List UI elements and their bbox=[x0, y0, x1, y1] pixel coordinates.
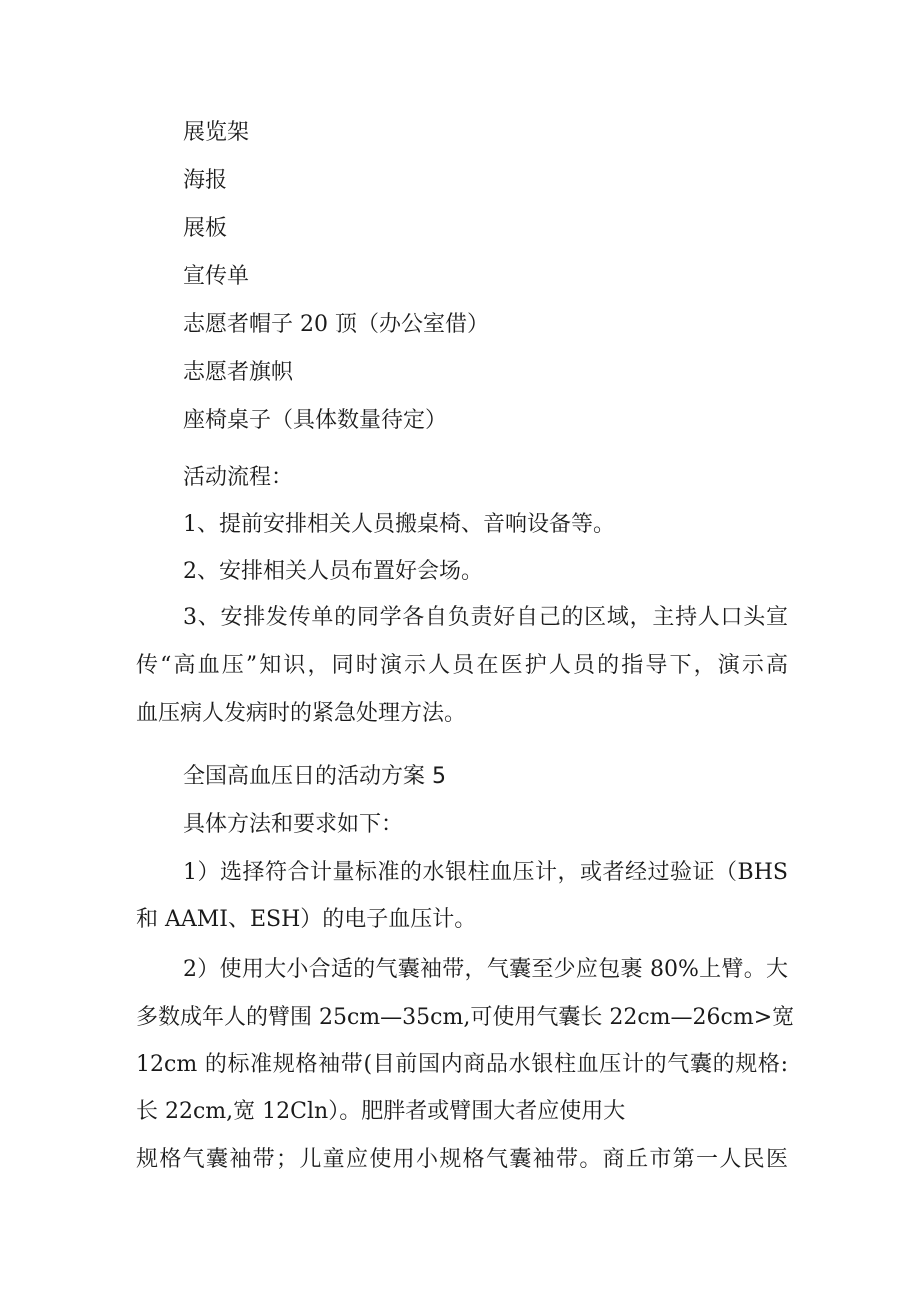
section-intro: 具体方法和要求如下： bbox=[183, 812, 404, 837]
material-item: 座椅桌子（具体数量待定） bbox=[183, 408, 448, 433]
flow-step-3-line: 传“高血压”知识，同时演示人员在医护人员的指导下，演示高 bbox=[136, 653, 788, 678]
flow-heading: 活动流程： bbox=[183, 465, 294, 490]
flow-step-3-line: 血压病人发病时的紧急处理方法。 bbox=[136, 701, 467, 726]
material-item: 展板 bbox=[183, 216, 228, 241]
item-2-line: 2）使用大小合适的气囊袖带，气囊至少应包裹 80%上臂。大 bbox=[183, 957, 788, 982]
flow-step-1: 1、提前安排相关人员搬桌椅、音响设备等。 bbox=[183, 512, 615, 537]
material-item: 志愿者帽子 20 顶（办公室借） bbox=[183, 312, 489, 337]
item-2-line: 多数成年人的臂围 25cm—35cm,可使用气囊长 22cm—26cm>宽 bbox=[136, 1005, 795, 1030]
flow-step-2: 2、安排相关人员布置好会场。 bbox=[183, 559, 483, 584]
item-2-line: 长 22cm,宽 12Cln）。肥胖者或臂围大者应使用大 bbox=[136, 1099, 626, 1124]
material-item: 宣传单 bbox=[183, 264, 250, 289]
section-title: 全国高血压日的活动方案 5 bbox=[183, 764, 446, 789]
material-item: 海报 bbox=[183, 168, 228, 193]
item-1-line: 1）选择符合计量标准的水银柱血压计，或者经过验证（BHS bbox=[183, 860, 788, 885]
item-1-line: 和 AAMI、ESH）的电子血压计。 bbox=[136, 907, 477, 932]
material-item: 志愿者旗帜 bbox=[183, 360, 294, 385]
material-item: 展览架 bbox=[183, 120, 250, 145]
flow-step-3-line: 3、安排发传单的同学各自负责好自己的区域，主持人口头宣 bbox=[183, 605, 788, 630]
item-2-line: 12cm 的标准规格袖带(目前国内商品水银柱血压计的气囊的规格: bbox=[136, 1052, 788, 1077]
item-2-line: 规格气囊袖带；儿童应使用小规格气囊袖带。商丘市第一人民医 bbox=[136, 1147, 788, 1172]
